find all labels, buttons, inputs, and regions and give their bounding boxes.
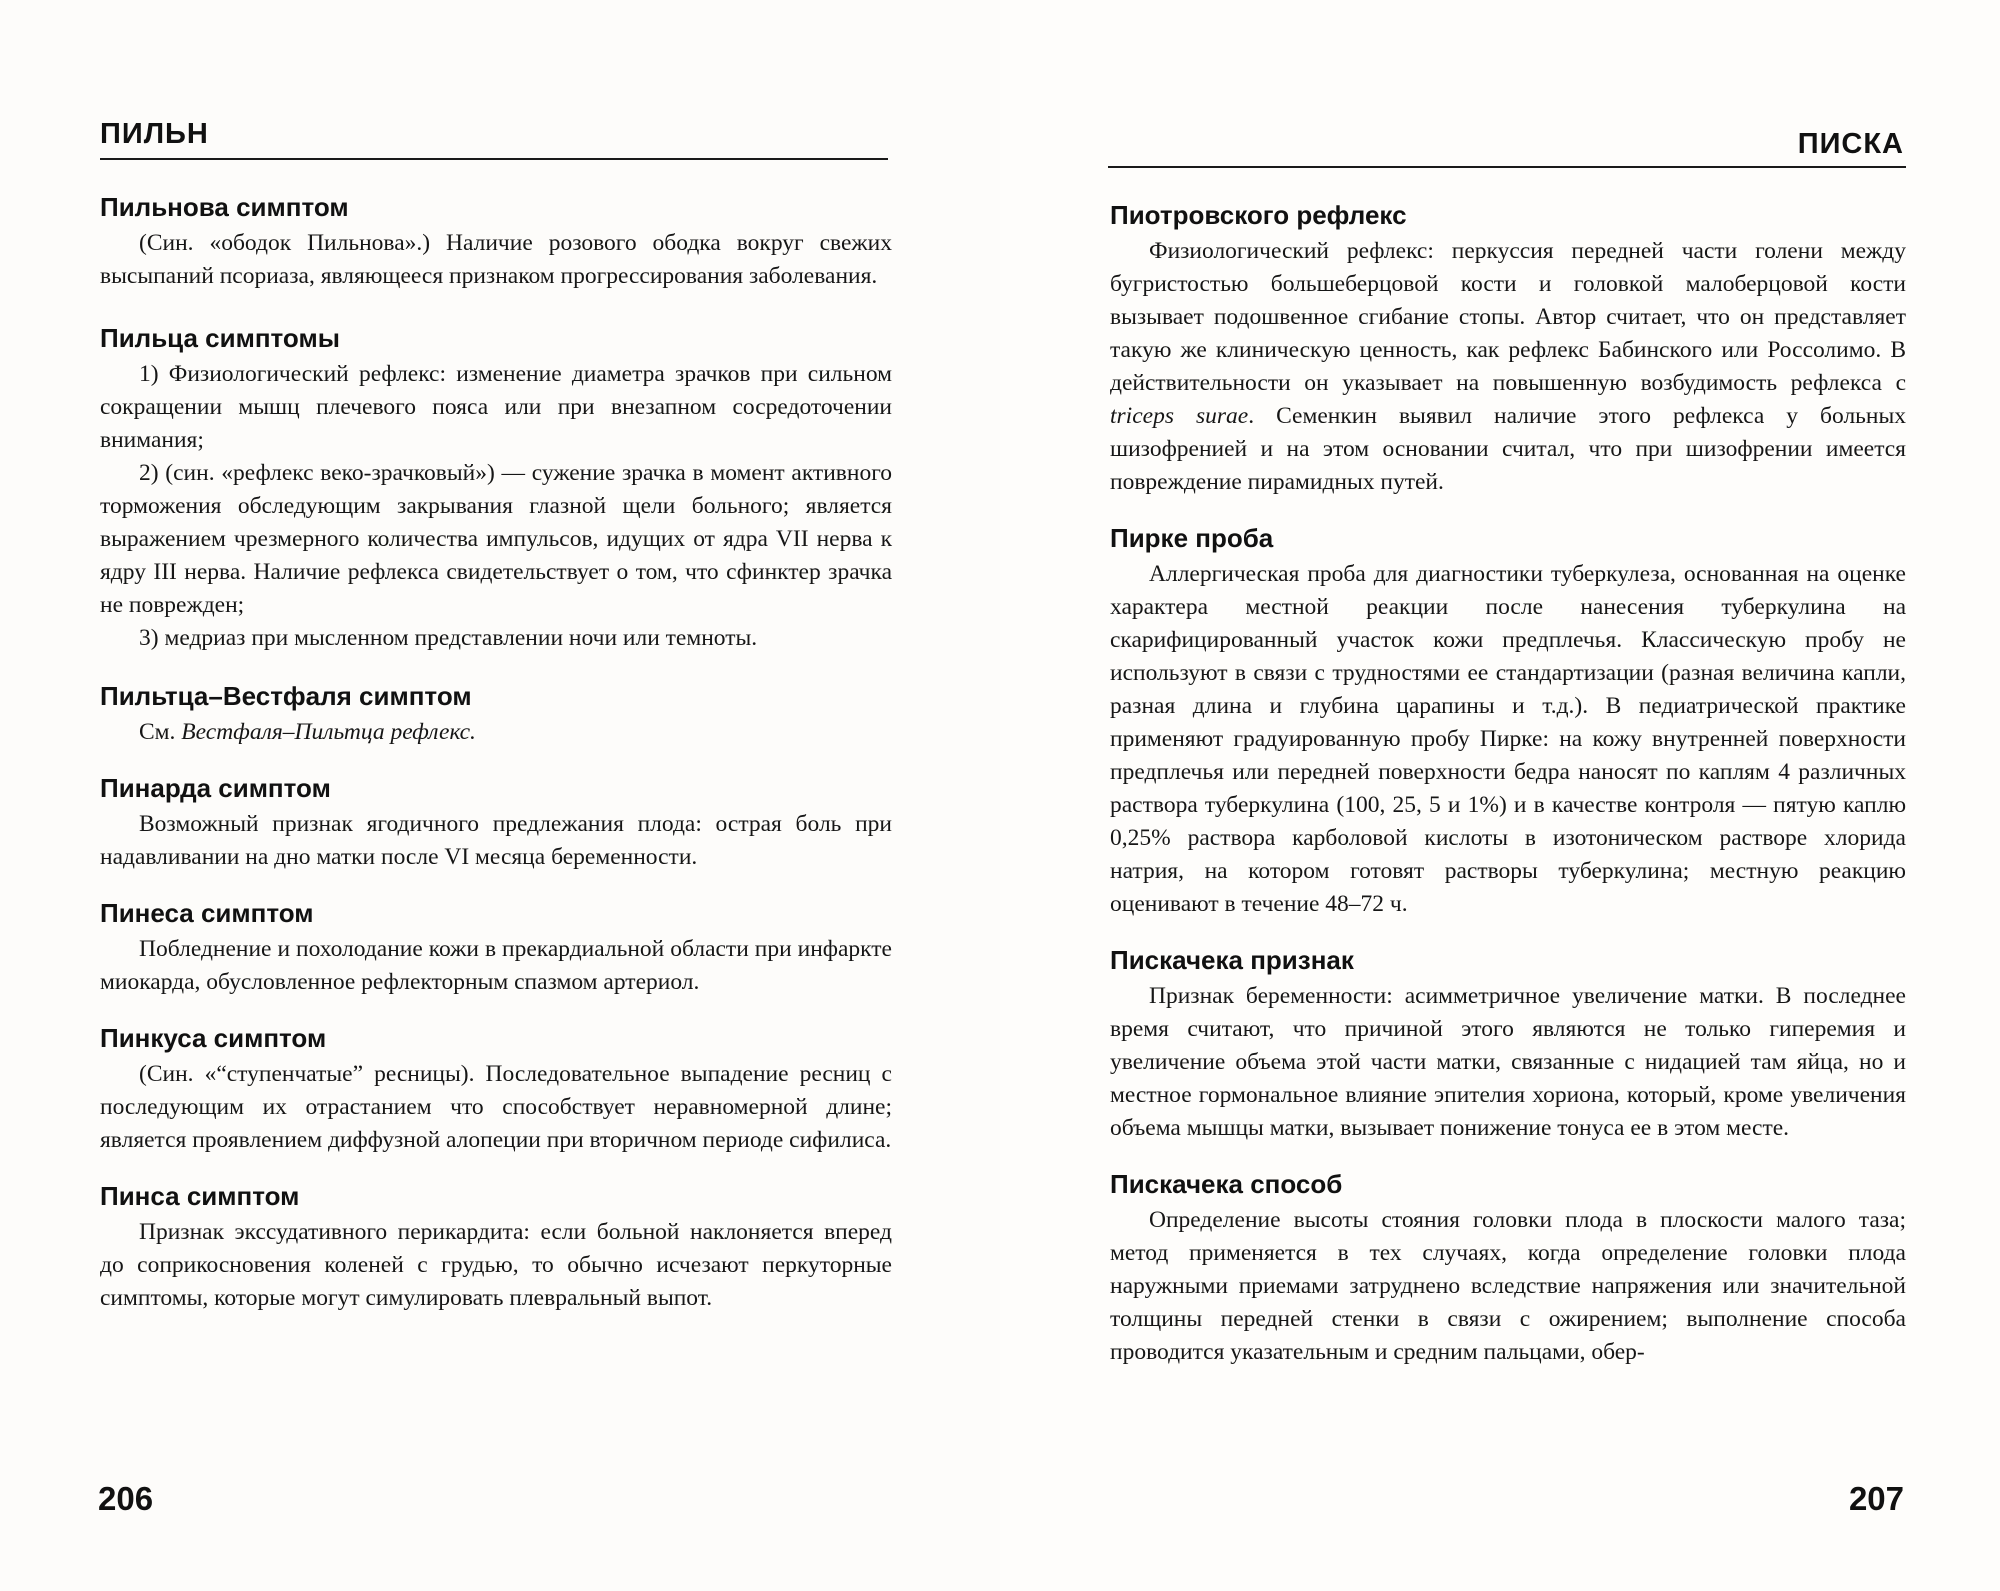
entry-title: Пильца симптомы: [100, 323, 340, 353]
entry-pilca: [100, 321, 892, 655]
entry-paragraph: [100, 716, 892, 749]
entry-body: [1110, 1204, 1906, 1369]
entry-piotrovskogo: [1110, 198, 1906, 499]
entry-paragraph: 2) (син. «рефлекс веко-зрачковый») — сужение зрачка в момент активного торможения обследующим закрывания глазной щели больного; является выражением чрезмерного количества импульсов, идущих от ядра VII нерва к ядру III нерва. Наличие рефлекса свидетельствует о том, что сфинктер зрачка не поврежден;: [100, 460, 892, 618]
entry-body: [100, 808, 892, 874]
entry-piskacheka-sposob: [1110, 1167, 1906, 1369]
entry-title: Пинса симптом: [100, 1181, 300, 1211]
running-head-left: ПИЛЬН: [100, 118, 209, 150]
entry-title: Пильтца–Вестфаля симптом: [100, 681, 472, 711]
entry-title: Пильнова симптом: [100, 192, 349, 222]
entry-body: [100, 1058, 892, 1157]
entry-piltca-vestfalya: [100, 679, 892, 749]
cross-reference-prefix: См.: [139, 719, 182, 745]
entry-paragraph: Возможный признак ягодичного предлежания плода: острая боль при надавливании на дно матки после VI месяца беременности.: [100, 811, 892, 870]
entry-pinesa: [100, 896, 892, 999]
entry-body: [1110, 558, 1906, 921]
entry-body: [1110, 980, 1906, 1145]
entry-paragraph: Побледнение и похолодание кожи в прекардиальной области при инфаркте миокарда, обусловленное рефлекторным спазмом артериол.: [100, 936, 892, 995]
entry-body: [100, 227, 892, 293]
entry-title: Пискачека способ: [1110, 1169, 1343, 1199]
entry-paragraph: Признак экссудативного перикардита: если больной наклоняется вперед до соприкосновения коленей с грудью, то обычно исчезают перкуторные симптомы, которые могут симулировать плевральный выпот.: [100, 1219, 892, 1311]
entry-pilnova: [100, 190, 892, 293]
entry-paragraph: Аллергическая проба для диагностики туберкулеза, основанная на оценке характера местной реакции после нанесения туберкулина на скарифицированный участок кожи предплечья. Классическую пробу не используют в связи с трудностями ее стандартизации (разная величина капли, разная длина и глубина царапины и т.д.). В педиатрической практике применяют градуированную пробу Пирке: на кожу внутренней поверхности предплечья или передней поверхности бедра наносят по каплям 4 различных раствора туберкулина (100, 25, 5 и 1%) и в качестве контроля — пятую каплю 0,25% раствора карболовой кислоты в изотоническом растворе хлорида натрия, на котором готовят растворы туберкулина; местную реакцию оценивают в течение 48–72 ч.: [1110, 561, 1906, 917]
entry-pirke: [1110, 521, 1906, 921]
right-column: [1110, 198, 1906, 1369]
entry-paragraph: 1) Физиологический рефлекс: изменение диаметра зрачков при сильном сокращении мышц плечевого пояса или при внезапном сосредоточении внимания;: [100, 361, 892, 453]
left-column: [100, 190, 892, 1315]
running-head-right: ПИСКА: [1797, 128, 1904, 160]
entry-body: [100, 1216, 892, 1315]
entry-body: [100, 358, 892, 655]
cross-reference[interactable]: Вестфаля–Пильтца рефлекс.: [181, 719, 476, 745]
entry-paragraph: (Син. «“ступенчатые” ресницы). Последовательное выпадение ресниц с последующим их отрастанием что способствует неравномерной длине; является проявлением диффузной алопеции при вторичном периоде сифилиса.: [100, 1061, 892, 1153]
entry-paragraph: 3) медриаз при мысленном представлении ночи или темноты.: [139, 625, 758, 651]
right-page: [1000, 0, 2000, 1591]
entry-piskacheka-priznak: [1110, 943, 1906, 1145]
entry-title: Пискачека признак: [1110, 945, 1354, 975]
entry-pinkusa: [100, 1021, 892, 1157]
entry-paragraph: Признак беременности: асимметричное увеличение матки. В последнее время считают, что причиной этого являются не только гиперемия и увеличение объема этой части матки, связанные с нидацией там яйца, но и местное гормональное влияние эпителия хориона, который, кроме увеличения объема мышцы матки, вызывает понижение тонуса ее в этом месте.: [1110, 983, 1906, 1141]
entry-pinsa: [100, 1179, 892, 1315]
entry-title: Пинкуса симптом: [100, 1023, 327, 1053]
header-rule-right: [1108, 166, 1906, 168]
header-rule-left: [100, 158, 888, 160]
entry-title: Пирке проба: [1110, 523, 1274, 553]
entry-body: [100, 716, 892, 749]
entry-paragraph: Определение высоты стояния головки плода в плоскости малого таза; метод применяется в тех случаях, когда определение головки плода наружными приемами затруднено вследствие напряжения или значительной толщины передней стенки в связи с ожирением; выполнение способа проводится указательным и средним пальцами, обер-: [1110, 1207, 1906, 1365]
entry-body: [100, 933, 892, 999]
page-number-right: 207: [1848, 1480, 1904, 1517]
entry-title: Пинеса симптом: [100, 898, 314, 928]
entry-title: Пинарда симптом: [100, 773, 331, 803]
entry-paragraph: Физиологический рефлекс: перкуссия передней части голени между бугристостью большеберцовой кости и головкой малоберцовой кости вызывает подошвенное сгибание стопы. Автор считает, что он представляет такую же клиническую ценность, как рефлекс Бабинского или Россолимо. В действительности он указывает на повышенную возбудимость рефлекса с triceps surae. Семенкин выявил наличие этого рефлекса у больных шизофренией и на этом основании считал, что при шизофрении имеется повреждение пирамидных путей.: [1110, 238, 1906, 495]
entry-body: [1110, 235, 1906, 499]
page-number-left: 206: [98, 1480, 154, 1517]
entry-pinarda: [100, 771, 892, 874]
latin-term: triceps surae: [1110, 403, 1249, 429]
entry-paragraph: (Син. «ободок Пильнова».) Наличие розового ободка вокруг свежих высыпаний псориаза, являющееся признаком прогрессирования заболевания.: [100, 230, 892, 289]
entry-title: Пиотровского рефлекс: [1110, 200, 1407, 230]
